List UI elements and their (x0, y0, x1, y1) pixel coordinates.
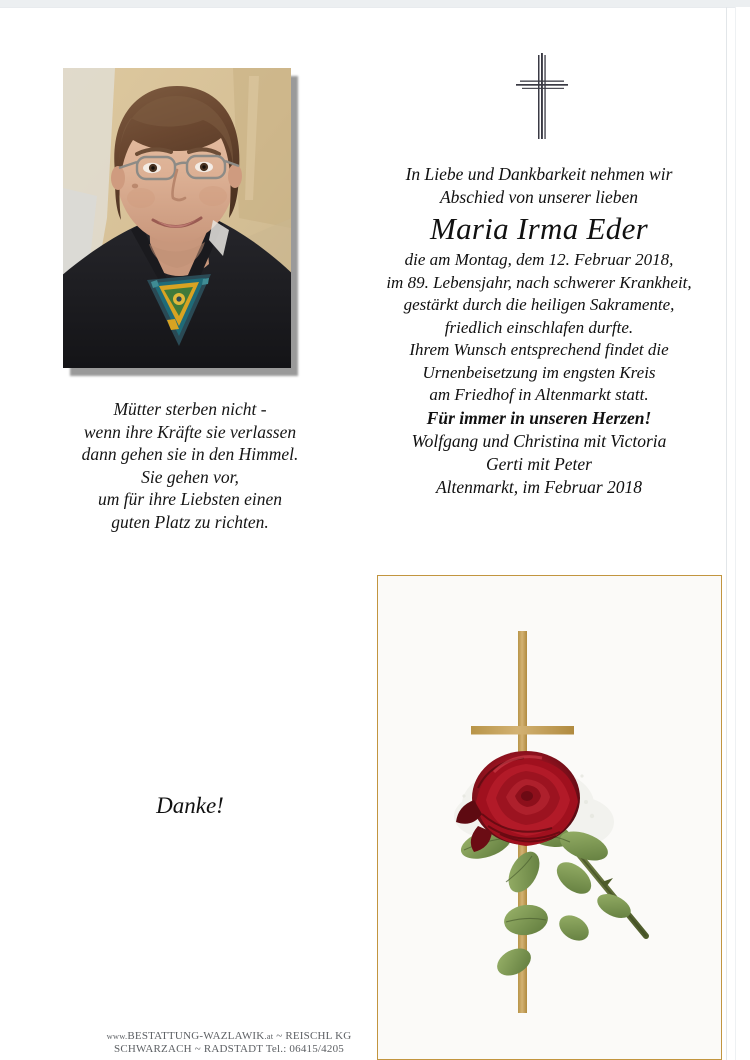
poem-line: wenn ihre Kräfte sie verlassen (83, 421, 297, 442)
memorial-details (383, 249, 695, 339)
scan-right-edge-outer (735, 7, 736, 1060)
portrait-image (63, 68, 291, 368)
burial-line: Ihrem Wunsch entsprechend findet die (409, 340, 669, 359)
thanks-label: Danke! (156, 793, 224, 818)
poem-line: um für ihre Liebsten einen (97, 489, 283, 509)
memorial-text-block (383, 163, 695, 499)
detail-line: die am Montag, dem 12. Februar 2018, (404, 250, 674, 269)
forever-in-our-hearts-line: Für immer in unseren Herzen! (426, 407, 652, 428)
detail-line: friedlich einschlafen durfte. (444, 317, 634, 337)
intro-line: Abschied von unserer lieben (439, 187, 639, 207)
place-and-date: Altenmarkt, im Februar 2018 (435, 476, 643, 497)
portrait-photo (63, 68, 291, 368)
poem-line: Mütter sterben nicht - (113, 399, 267, 419)
burial-info (383, 339, 695, 407)
memorial-poem (35, 398, 345, 533)
family-line: Gerti mit Peter (486, 453, 592, 474)
scan-top-band (0, 0, 750, 7)
detail-line: gestärkt durch die heiligen Sakramente, (403, 295, 675, 314)
poem-line: Sie gehen vor, (141, 466, 239, 487)
footer-partner: ~ REISCHL KG (273, 1030, 352, 1042)
scan-top-hairline (0, 7, 736, 8)
decorative-cross-icon (506, 53, 576, 139)
detail-line: im 89. Lebensjahr, nach schwerer Krankheit, (386, 272, 692, 292)
poem-line: dann gehen sie in den Himmel. (81, 444, 299, 464)
poem-line: guten Platz zu richten. (111, 511, 269, 532)
intro-line: In Liebe und Dankbarkeit nehmen wir (405, 164, 673, 184)
family-line: Wolfgang und Christina mit Victoria (411, 430, 667, 451)
deceased-name: Maria Irma Eder (429, 211, 649, 246)
burial-line: am Friedhof in Altenmarkt statt. (429, 385, 649, 404)
scan-right-edge (726, 7, 727, 1060)
memorial-intro (383, 163, 695, 209)
burial-line: Urnenbeisetzung im engsten Kreis (422, 362, 656, 382)
footer-www: www. (106, 1031, 128, 1041)
footer-line-2: SCHWARZACH ~ RADSTADT Tel.: 06415/4205 (114, 1043, 344, 1055)
family-names (383, 430, 695, 476)
footer-tld: .at (264, 1031, 274, 1041)
footer-line-1 (64, 1030, 394, 1043)
funeral-home-footer (64, 1030, 394, 1056)
footer-company: BESTATTUNG-WAZLAWIK (127, 1030, 265, 1042)
rose-illustration-panel (377, 575, 722, 1060)
